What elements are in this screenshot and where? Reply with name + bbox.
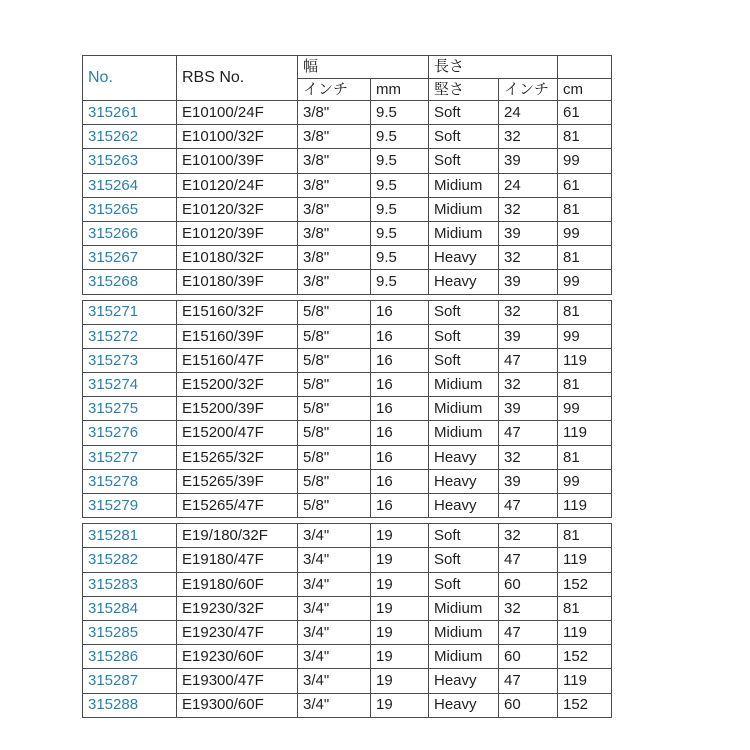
length-cm-cell: 152 — [558, 572, 612, 596]
hardness-cell: Heavy — [429, 246, 499, 270]
width-inch-cell: 3/8" — [298, 221, 371, 245]
rbs-number-cell: E15200/47F — [177, 421, 298, 445]
length-inch-cell: 32 — [499, 445, 558, 469]
product-number-link[interactable]: 315275 — [83, 397, 177, 421]
hardness-cell: Heavy — [429, 669, 499, 693]
width-inch-cell: 5/8" — [298, 324, 371, 348]
table-row — [83, 125, 612, 149]
rbs-number-cell: E15160/47F — [177, 348, 298, 372]
product-number-link[interactable]: 315267 — [83, 246, 177, 270]
hardness-cell: Midium — [429, 397, 499, 421]
width-mm-cell: 9.5 — [371, 125, 429, 149]
table-row — [83, 693, 612, 717]
product-number-link[interactable]: 315265 — [83, 197, 177, 221]
product-number-link[interactable]: 315261 — [83, 101, 177, 125]
length-inch-cell: 47 — [499, 494, 558, 518]
length-cm-cell: 99 — [558, 469, 612, 493]
length-cm-cell: 119 — [558, 421, 612, 445]
spec-table-group-1 — [82, 55, 612, 295]
table-row — [83, 397, 612, 421]
width-mm-cell: 19 — [371, 669, 429, 693]
width-mm-cell: 19 — [371, 620, 429, 644]
rbs-number-cell: E19230/47F — [177, 620, 298, 644]
width-inch-cell: 3/8" — [298, 125, 371, 149]
header-width-mm: mm — [371, 79, 429, 101]
width-mm-cell: 16 — [371, 445, 429, 469]
hardness-cell: Soft — [429, 300, 499, 324]
hardness-cell: Midium — [429, 620, 499, 644]
product-number-link[interactable]: 315272 — [83, 324, 177, 348]
product-number-link[interactable]: 315271 — [83, 300, 177, 324]
length-inch-cell: 32 — [499, 125, 558, 149]
table-row — [83, 445, 612, 469]
hardness-cell: Midium — [429, 421, 499, 445]
table-row — [83, 421, 612, 445]
product-number-link[interactable]: 315274 — [83, 373, 177, 397]
table-row — [83, 101, 612, 125]
header-no: No. — [83, 56, 177, 101]
length-cm-cell: 119 — [558, 620, 612, 644]
hardness-cell: Midium — [429, 173, 499, 197]
product-number-link[interactable]: 315281 — [83, 524, 177, 548]
hardness-cell: Heavy — [429, 270, 499, 294]
length-cm-cell: 81 — [558, 373, 612, 397]
product-number-link[interactable]: 315288 — [83, 693, 177, 717]
rbs-number-cell: E15160/32F — [177, 300, 298, 324]
hardness-cell: Soft — [429, 548, 499, 572]
width-mm-cell: 16 — [371, 469, 429, 493]
width-mm-cell: 9.5 — [371, 149, 429, 173]
width-mm-cell: 16 — [371, 348, 429, 372]
header-length-cm: cm — [558, 79, 612, 101]
product-number-link[interactable]: 315277 — [83, 445, 177, 469]
table-row — [83, 348, 612, 372]
hardness-cell: Heavy — [429, 494, 499, 518]
header-length-group: 長さ — [429, 56, 558, 79]
length-cm-cell: 119 — [558, 494, 612, 518]
length-cm-cell: 81 — [558, 125, 612, 149]
rbs-number-cell: E10100/32F — [177, 125, 298, 149]
table-row — [83, 173, 612, 197]
table-row — [83, 221, 612, 245]
length-cm-cell: 81 — [558, 596, 612, 620]
width-inch-cell: 5/8" — [298, 445, 371, 469]
length-inch-cell: 60 — [499, 645, 558, 669]
table-body-group-1 — [83, 101, 612, 295]
product-number-link[interactable]: 315286 — [83, 645, 177, 669]
length-cm-cell: 61 — [558, 173, 612, 197]
width-inch-cell: 3/8" — [298, 101, 371, 125]
length-inch-cell: 39 — [499, 149, 558, 173]
width-inch-cell: 3/4" — [298, 693, 371, 717]
width-inch-cell: 3/4" — [298, 596, 371, 620]
width-inch-cell: 5/8" — [298, 397, 371, 421]
length-cm-cell: 152 — [558, 693, 612, 717]
length-inch-cell: 32 — [499, 524, 558, 548]
width-inch-cell: 3/8" — [298, 149, 371, 173]
width-mm-cell: 9.5 — [371, 246, 429, 270]
hardness-cell: Midium — [429, 596, 499, 620]
rbs-number-cell: E19300/60F — [177, 693, 298, 717]
width-inch-cell: 3/8" — [298, 197, 371, 221]
width-inch-cell: 5/8" — [298, 300, 371, 324]
width-inch-cell: 5/8" — [298, 348, 371, 372]
header-empty — [558, 56, 612, 79]
width-inch-cell: 3/8" — [298, 173, 371, 197]
table-row — [83, 620, 612, 644]
rbs-number-cell: E10180/32F — [177, 246, 298, 270]
rbs-number-cell: E19230/32F — [177, 596, 298, 620]
hardness-cell: Soft — [429, 101, 499, 125]
width-mm-cell: 19 — [371, 548, 429, 572]
length-cm-cell: 81 — [558, 300, 612, 324]
table-row — [83, 572, 612, 596]
length-cm-cell: 99 — [558, 270, 612, 294]
length-cm-cell: 81 — [558, 197, 612, 221]
table-row — [83, 270, 612, 294]
width-inch-cell: 3/4" — [298, 524, 371, 548]
length-cm-cell: 99 — [558, 324, 612, 348]
length-inch-cell: 32 — [499, 300, 558, 324]
rbs-number-cell: E10100/24F — [177, 101, 298, 125]
width-mm-cell: 19 — [371, 524, 429, 548]
width-mm-cell: 9.5 — [371, 221, 429, 245]
rbs-number-cell: E15160/39F — [177, 324, 298, 348]
spec-table-group-3 — [82, 523, 612, 718]
width-inch-cell: 3/4" — [298, 572, 371, 596]
rbs-number-cell: E10100/39F — [177, 149, 298, 173]
table-row — [83, 494, 612, 518]
width-mm-cell: 9.5 — [371, 197, 429, 221]
width-mm-cell: 16 — [371, 397, 429, 421]
rbs-number-cell: E10120/39F — [177, 221, 298, 245]
length-inch-cell: 47 — [499, 348, 558, 372]
hardness-cell: Heavy — [429, 469, 499, 493]
table-row — [83, 645, 612, 669]
width-mm-cell: 16 — [371, 494, 429, 518]
rbs-number-cell: E19/180/32F — [177, 524, 298, 548]
product-number-link[interactable]: 315279 — [83, 494, 177, 518]
product-number-link[interactable]: 315273 — [83, 348, 177, 372]
rbs-number-cell: E10120/24F — [177, 173, 298, 197]
hardness-cell: Heavy — [429, 445, 499, 469]
length-inch-cell: 39 — [499, 397, 558, 421]
length-cm-cell: 99 — [558, 397, 612, 421]
table-row — [83, 324, 612, 348]
width-inch-cell: 3/4" — [298, 669, 371, 693]
header-hardness: 堅さ — [429, 79, 499, 101]
header-width-inch: インチ — [298, 79, 371, 101]
product-number-link[interactable]: 315264 — [83, 173, 177, 197]
length-cm-cell: 81 — [558, 524, 612, 548]
hardness-cell: Soft — [429, 524, 499, 548]
width-inch-cell: 3/4" — [298, 548, 371, 572]
width-mm-cell: 19 — [371, 645, 429, 669]
length-inch-cell: 39 — [499, 270, 558, 294]
rbs-number-cell: E19300/47F — [177, 669, 298, 693]
length-inch-cell: 32 — [499, 373, 558, 397]
width-mm-cell: 19 — [371, 693, 429, 717]
width-inch-cell: 5/8" — [298, 421, 371, 445]
rbs-number-cell: E10180/39F — [177, 270, 298, 294]
length-inch-cell: 60 — [499, 572, 558, 596]
width-mm-cell: 19 — [371, 572, 429, 596]
hardness-cell: Soft — [429, 348, 499, 372]
hardness-cell: Soft — [429, 125, 499, 149]
product-number-link[interactable]: 315276 — [83, 421, 177, 445]
width-mm-cell: 16 — [371, 373, 429, 397]
width-inch-cell: 5/8" — [298, 373, 371, 397]
hardness-cell: Midium — [429, 645, 499, 669]
hardness-cell: Soft — [429, 572, 499, 596]
table-row — [83, 669, 612, 693]
length-inch-cell: 47 — [499, 620, 558, 644]
table-body-group-3 — [83, 524, 612, 718]
length-cm-cell: 119 — [558, 669, 612, 693]
table-row — [83, 197, 612, 221]
product-number-link[interactable]: 315283 — [83, 572, 177, 596]
product-number-link[interactable]: 315278 — [83, 469, 177, 493]
length-cm-cell: 99 — [558, 221, 612, 245]
product-number-link[interactable]: 315268 — [83, 270, 177, 294]
header-rbs-no: RBS No. — [177, 56, 298, 101]
table-row — [83, 246, 612, 270]
length-cm-cell: 81 — [558, 246, 612, 270]
spec-table — [82, 55, 611, 718]
rbs-number-cell: E19180/47F — [177, 548, 298, 572]
rbs-number-cell: E15265/39F — [177, 469, 298, 493]
rbs-number-cell: E10120/32F — [177, 197, 298, 221]
rbs-number-cell: E19230/60F — [177, 645, 298, 669]
width-mm-cell: 9.5 — [371, 270, 429, 294]
length-cm-cell: 99 — [558, 149, 612, 173]
product-number-link[interactable]: 315282 — [83, 548, 177, 572]
length-inch-cell: 24 — [499, 173, 558, 197]
spec-table-group-2 — [82, 300, 612, 519]
hardness-cell: Heavy — [429, 693, 499, 717]
table-header — [83, 56, 612, 101]
hardness-cell: Soft — [429, 324, 499, 348]
length-inch-cell: 32 — [499, 197, 558, 221]
length-inch-cell: 32 — [499, 246, 558, 270]
product-number-link[interactable]: 315287 — [83, 669, 177, 693]
width-inch-cell: 3/8" — [298, 246, 371, 270]
length-inch-cell: 32 — [499, 596, 558, 620]
hardness-cell: Midium — [429, 221, 499, 245]
width-inch-cell: 5/8" — [298, 469, 371, 493]
length-inch-cell: 47 — [499, 421, 558, 445]
rbs-number-cell: E15200/32F — [177, 373, 298, 397]
table-row — [83, 548, 612, 572]
width-mm-cell: 16 — [371, 421, 429, 445]
rbs-number-cell: E15265/32F — [177, 445, 298, 469]
product-number-link[interactable]: 315285 — [83, 620, 177, 644]
table-row — [83, 373, 612, 397]
table-row — [83, 524, 612, 548]
width-inch-cell: 3/4" — [298, 620, 371, 644]
width-mm-cell: 16 — [371, 300, 429, 324]
length-inch-cell: 39 — [499, 469, 558, 493]
hardness-cell: Midium — [429, 373, 499, 397]
length-cm-cell: 152 — [558, 645, 612, 669]
table-row — [83, 300, 612, 324]
table-row — [83, 149, 612, 173]
length-cm-cell: 81 — [558, 445, 612, 469]
table-row — [83, 596, 612, 620]
length-inch-cell: 47 — [499, 669, 558, 693]
width-mm-cell: 9.5 — [371, 101, 429, 125]
width-mm-cell: 19 — [371, 596, 429, 620]
table-body-group-2 — [83, 300, 612, 518]
width-mm-cell: 16 — [371, 324, 429, 348]
length-inch-cell: 60 — [499, 693, 558, 717]
length-inch-cell: 24 — [499, 101, 558, 125]
header-length-inch: インチ — [499, 79, 558, 101]
table-row — [83, 469, 612, 493]
width-inch-cell: 3/4" — [298, 645, 371, 669]
length-inch-cell: 39 — [499, 324, 558, 348]
length-cm-cell: 119 — [558, 348, 612, 372]
width-inch-cell: 3/8" — [298, 270, 371, 294]
rbs-number-cell: E19180/60F — [177, 572, 298, 596]
product-number-link[interactable]: 315284 — [83, 596, 177, 620]
width-mm-cell: 9.5 — [371, 173, 429, 197]
length-inch-cell: 47 — [499, 548, 558, 572]
product-number-link[interactable]: 315262 — [83, 125, 177, 149]
hardness-cell: Soft — [429, 149, 499, 173]
width-inch-cell: 5/8" — [298, 494, 371, 518]
rbs-number-cell: E15200/39F — [177, 397, 298, 421]
length-inch-cell: 39 — [499, 221, 558, 245]
product-number-link[interactable]: 315266 — [83, 221, 177, 245]
length-cm-cell: 119 — [558, 548, 612, 572]
product-number-link[interactable]: 315263 — [83, 149, 177, 173]
hardness-cell: Midium — [429, 197, 499, 221]
rbs-number-cell: E15265/47F — [177, 494, 298, 518]
header-width-group: 幅 — [298, 56, 429, 79]
length-cm-cell: 61 — [558, 101, 612, 125]
